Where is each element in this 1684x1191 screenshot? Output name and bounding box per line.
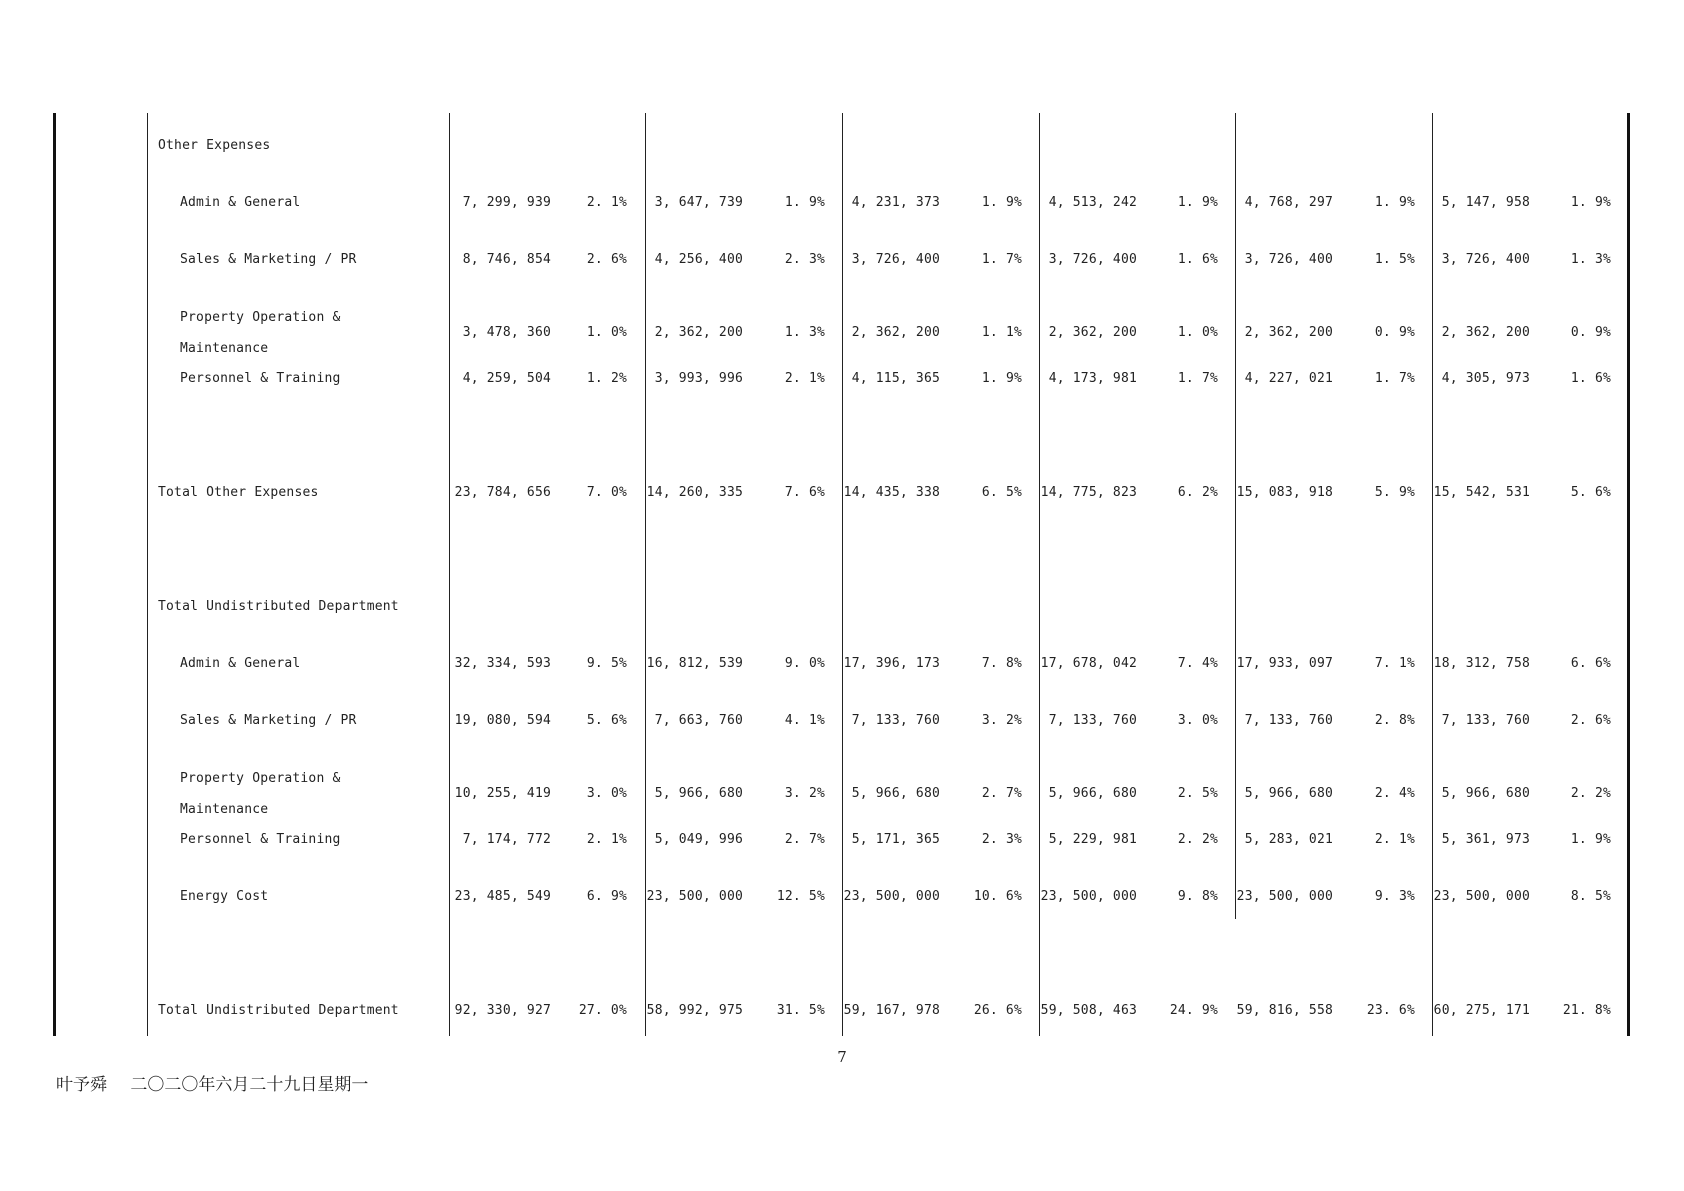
row-label: Sales & Marketing / PR [180, 252, 357, 267]
amount-cell-year-6: 2, 362, 200 [1441, 325, 1530, 340]
percent-cell-year-1: 2. 1% [586, 832, 627, 847]
row-label: Property Operation & Maintenance [180, 771, 341, 817]
percent-cell-year-5: 7. 1% [1374, 656, 1415, 671]
percent-cell-year-4: 9. 8% [1177, 889, 1218, 904]
row-label: Sales & Marketing / PR [180, 713, 357, 728]
percent-cell-year-2: 1. 9% [784, 195, 825, 210]
amount-cell-year-3: 4, 115, 365 [851, 371, 940, 386]
percent-cell-year-2: 12. 5% [776, 889, 825, 904]
amount-cell-year-2: 16, 812, 539 [646, 656, 743, 671]
row-label: Property Operation & Maintenance [180, 310, 341, 356]
percent-cell-year-6: 0. 9% [1570, 325, 1611, 340]
percent-cell-year-6: 1. 9% [1570, 832, 1611, 847]
amount-cell-year-2: 2, 362, 200 [654, 325, 743, 340]
amount-cell-year-3: 4, 231, 373 [851, 195, 940, 210]
amount-cell-year-4: 3, 726, 400 [1048, 252, 1137, 267]
amount-cell-year-6: 5, 147, 958 [1441, 195, 1530, 210]
amount-cell-year-4: 23, 500, 000 [1040, 889, 1137, 904]
percent-cell-year-6: 8. 5% [1570, 889, 1611, 904]
percent-cell-year-1: 2. 6% [586, 252, 627, 267]
amount-cell-year-5: 5, 966, 680 [1244, 786, 1333, 801]
amount-cell-year-5: 59, 816, 558 [1236, 1003, 1333, 1018]
percent-cell-year-4: 1. 7% [1177, 371, 1218, 386]
percent-cell-year-3: 1. 1% [981, 325, 1022, 340]
amount-cell-year-1: 92, 330, 927 [454, 1003, 551, 1018]
amount-cell-year-2: 14, 260, 335 [646, 485, 743, 500]
year-5-column-divider [1235, 113, 1236, 919]
row-label: Total Undistributed Department [158, 1003, 399, 1018]
amount-cell-year-5: 2, 362, 200 [1244, 325, 1333, 340]
percent-cell-year-3: 1. 7% [981, 252, 1022, 267]
amount-cell-year-1: 4, 259, 504 [462, 371, 551, 386]
amount-cell-year-2: 5, 966, 680 [654, 786, 743, 801]
amount-cell-year-4: 7, 133, 760 [1048, 713, 1137, 728]
percent-cell-year-3: 1. 9% [981, 371, 1022, 386]
row-label: Total Other Expenses [158, 485, 319, 500]
percent-cell-year-4: 2. 5% [1177, 786, 1218, 801]
amount-cell-year-1: 8, 746, 854 [462, 252, 551, 267]
percent-cell-year-3: 2. 7% [981, 786, 1022, 801]
amount-cell-year-6: 15, 542, 531 [1433, 485, 1530, 500]
percent-cell-year-2: 2. 3% [784, 252, 825, 267]
percent-cell-year-1: 7. 0% [586, 485, 627, 500]
amount-cell-year-5: 7, 133, 760 [1244, 713, 1333, 728]
percent-cell-year-4: 1. 9% [1177, 195, 1218, 210]
amount-cell-year-4: 17, 678, 042 [1040, 656, 1137, 671]
percent-cell-year-1: 9. 5% [586, 656, 627, 671]
amount-cell-year-1: 23, 784, 656 [454, 485, 551, 500]
percent-cell-year-3: 10. 6% [973, 889, 1022, 904]
percent-cell-year-3: 1. 9% [981, 195, 1022, 210]
amount-cell-year-1: 32, 334, 593 [454, 656, 551, 671]
percent-cell-year-6: 1. 6% [1570, 371, 1611, 386]
percent-cell-year-4: 6. 2% [1177, 485, 1218, 500]
percent-cell-year-5: 23. 6% [1366, 1003, 1415, 1018]
row-label: Total Undistributed Department [158, 599, 399, 614]
amount-cell-year-2: 4, 256, 400 [654, 252, 743, 267]
label-column-divider [147, 113, 148, 1036]
amount-cell-year-4: 4, 173, 981 [1048, 371, 1137, 386]
percent-cell-year-5: 1. 5% [1374, 252, 1415, 267]
amount-cell-year-2: 23, 500, 000 [646, 889, 743, 904]
amount-cell-year-1: 7, 174, 772 [462, 832, 551, 847]
amount-cell-year-6: 5, 966, 680 [1441, 786, 1530, 801]
amount-cell-year-6: 23, 500, 000 [1433, 889, 1530, 904]
amount-cell-year-1: 19, 080, 594 [454, 713, 551, 728]
amount-cell-year-5: 17, 933, 097 [1236, 656, 1333, 671]
percent-cell-year-5: 1. 7% [1374, 371, 1415, 386]
amount-cell-year-6: 60, 275, 171 [1433, 1003, 1530, 1018]
percent-cell-year-2: 9. 0% [784, 656, 825, 671]
percent-cell-year-4: 1. 6% [1177, 252, 1218, 267]
amount-cell-year-6: 4, 305, 973 [1441, 371, 1530, 386]
percent-cell-year-3: 3. 2% [981, 713, 1022, 728]
percent-cell-year-5: 5. 9% [1374, 485, 1415, 500]
percent-cell-year-5: 0. 9% [1374, 325, 1415, 340]
amount-cell-year-1: 3, 478, 360 [462, 325, 551, 340]
percent-cell-year-4: 3. 0% [1177, 713, 1218, 728]
amount-cell-year-6: 3, 726, 400 [1441, 252, 1530, 267]
amount-cell-year-3: 17, 396, 173 [843, 656, 940, 671]
row-label: Personnel & Training [180, 832, 341, 847]
footer-date: 二〇二〇年六月二十九日星期一 [130, 1075, 369, 1095]
amount-cell-year-6: 18, 312, 758 [1433, 656, 1530, 671]
row-label: Personnel & Training [180, 371, 341, 386]
percent-cell-year-2: 4. 1% [784, 713, 825, 728]
amount-cell-year-2: 58, 992, 975 [646, 1003, 743, 1018]
amount-cell-year-3: 3, 726, 400 [851, 252, 940, 267]
amount-cell-year-4: 5, 966, 680 [1048, 786, 1137, 801]
row-label: Admin & General [180, 656, 301, 671]
page-number: 7 [837, 1048, 847, 1066]
percent-cell-year-5: 9. 3% [1374, 889, 1415, 904]
amount-cell-year-3: 5, 966, 680 [851, 786, 940, 801]
percent-cell-year-5: 2. 1% [1374, 832, 1415, 847]
percent-cell-year-2: 7. 6% [784, 485, 825, 500]
amount-cell-year-6: 7, 133, 760 [1441, 713, 1530, 728]
amount-cell-year-5: 3, 726, 400 [1244, 252, 1333, 267]
percent-cell-year-3: 7. 8% [981, 656, 1022, 671]
amount-cell-year-3: 23, 500, 000 [843, 889, 940, 904]
percent-cell-year-3: 26. 6% [973, 1003, 1022, 1018]
amount-cell-year-5: 23, 500, 000 [1236, 889, 1333, 904]
amount-cell-year-1: 10, 255, 419 [454, 786, 551, 801]
amount-cell-year-2: 5, 049, 996 [654, 832, 743, 847]
percent-cell-year-3: 2. 3% [981, 832, 1022, 847]
percent-cell-year-2: 31. 5% [776, 1003, 825, 1018]
amount-cell-year-5: 4, 227, 021 [1244, 371, 1333, 386]
table-right-border [1627, 113, 1630, 1036]
amount-cell-year-4: 59, 508, 463 [1040, 1003, 1137, 1018]
percent-cell-year-2: 2. 1% [784, 371, 825, 386]
percent-cell-year-1: 5. 6% [586, 713, 627, 728]
amount-cell-year-3: 5, 171, 365 [851, 832, 940, 847]
amount-cell-year-4: 5, 229, 981 [1048, 832, 1137, 847]
amount-cell-year-2: 7, 663, 760 [654, 713, 743, 728]
page-footer [56, 1070, 386, 1095]
percent-cell-year-5: 2. 4% [1374, 786, 1415, 801]
amount-cell-year-5: 4, 768, 297 [1244, 195, 1333, 210]
percent-cell-year-1: 6. 9% [586, 889, 627, 904]
row-label: Admin & General [180, 195, 301, 210]
footer-author: 叶予舜 [56, 1075, 107, 1095]
amount-cell-year-5: 15, 083, 918 [1236, 485, 1333, 500]
amount-cell-year-1: 23, 485, 549 [454, 889, 551, 904]
percent-cell-year-2: 3. 2% [784, 786, 825, 801]
percent-cell-year-6: 2. 2% [1570, 786, 1611, 801]
percent-cell-year-1: 2. 1% [586, 195, 627, 210]
amount-cell-year-6: 5, 361, 973 [1441, 832, 1530, 847]
row-label: Other Expenses [158, 138, 271, 153]
row-label: Energy Cost [180, 889, 269, 904]
percent-cell-year-6: 21. 8% [1562, 1003, 1611, 1018]
amount-cell-year-2: 3, 993, 996 [654, 371, 743, 386]
percent-cell-year-5: 2. 8% [1374, 713, 1415, 728]
percent-cell-year-6: 2. 6% [1570, 713, 1611, 728]
table-left-border [53, 113, 56, 1036]
amount-cell-year-4: 14, 775, 823 [1040, 485, 1137, 500]
amount-cell-year-3: 7, 133, 760 [851, 713, 940, 728]
percent-cell-year-1: 1. 2% [586, 371, 627, 386]
percent-cell-year-1: 1. 0% [586, 325, 627, 340]
percent-cell-year-6: 5. 6% [1570, 485, 1611, 500]
percent-cell-year-4: 24. 9% [1169, 1003, 1218, 1018]
percent-cell-year-3: 6. 5% [981, 485, 1022, 500]
amount-cell-year-5: 5, 283, 021 [1244, 832, 1333, 847]
percent-cell-year-6: 1. 3% [1570, 252, 1611, 267]
percent-cell-year-5: 1. 9% [1374, 195, 1415, 210]
percent-cell-year-2: 1. 3% [784, 325, 825, 340]
year-1-column-divider [449, 113, 450, 1036]
amount-cell-year-4: 4, 513, 242 [1048, 195, 1137, 210]
amount-cell-year-1: 7, 299, 939 [462, 195, 551, 210]
amount-cell-year-3: 59, 167, 978 [843, 1003, 940, 1018]
amount-cell-year-4: 2, 362, 200 [1048, 325, 1137, 340]
percent-cell-year-4: 2. 2% [1177, 832, 1218, 847]
percent-cell-year-2: 2. 7% [784, 832, 825, 847]
percent-cell-year-4: 1. 0% [1177, 325, 1218, 340]
amount-cell-year-3: 2, 362, 200 [851, 325, 940, 340]
percent-cell-year-1: 3. 0% [586, 786, 627, 801]
amount-cell-year-2: 3, 647, 739 [654, 195, 743, 210]
percent-cell-year-6: 1. 9% [1570, 195, 1611, 210]
percent-cell-year-6: 6. 6% [1570, 656, 1611, 671]
percent-cell-year-4: 7. 4% [1177, 656, 1218, 671]
percent-cell-year-1: 27. 0% [578, 1003, 627, 1018]
amount-cell-year-3: 14, 435, 338 [843, 485, 940, 500]
